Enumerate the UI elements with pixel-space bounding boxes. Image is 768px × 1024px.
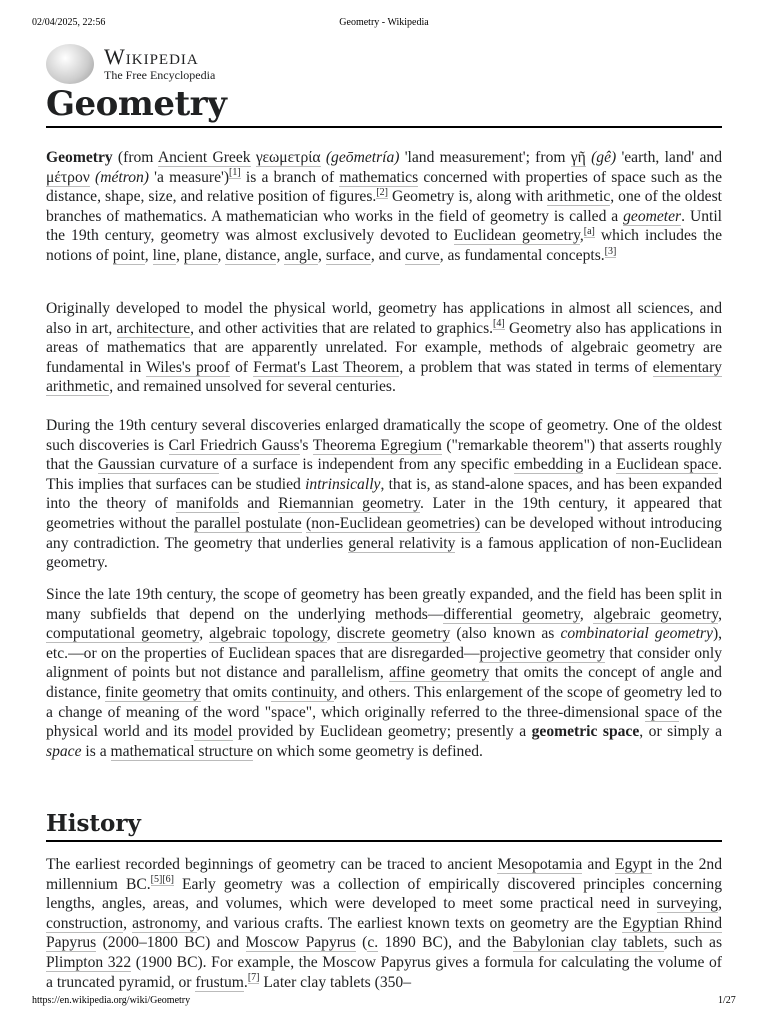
text: (geōmetría) [325, 149, 400, 166]
text: , that is, as stand-alone spaces, and has been expanded into the theory of [46, 475, 722, 513]
article-link[interactable]: arithmetic [547, 188, 611, 206]
article-link[interactable]: algebraic geometry [593, 605, 719, 623]
article-link[interactable]: general relativity [348, 534, 456, 552]
text: , [144, 246, 153, 264]
article-link[interactable]: algebraic topology [209, 625, 327, 643]
article-link[interactable]: surface [325, 246, 371, 264]
paragraph [46, 148, 722, 266]
text: which includes the notions of [46, 227, 722, 264]
text: , such as [663, 934, 723, 952]
text: , one of the oldest branches of mathematics. A mathematician who works in the field of geometry is called a [46, 188, 722, 225]
article-link[interactable]: mathematics [339, 168, 419, 186]
article-link[interactable]: curve [405, 246, 440, 264]
paragraph [46, 299, 722, 397]
text: of the physical world and its [46, 703, 722, 741]
text: (from [112, 149, 158, 166]
article-link[interactable]: differential geometry [443, 605, 580, 623]
article-link[interactable]: Gaussian curvature [97, 456, 219, 474]
wikipedia-globe-icon [46, 44, 94, 84]
text: During the 19th century several discoveries enlarged dramatically the scope of geometry. One of the oldest such discoveries is [46, 417, 722, 454]
article-link[interactable]: plane [183, 246, 218, 264]
text: , [123, 914, 133, 932]
article-link[interactable]: manifolds [176, 495, 239, 513]
paragraph [46, 416, 722, 573]
article-link[interactable]: Mesopotamia [497, 856, 583, 873]
text: , as fundamental concepts. [439, 246, 605, 264]
text: Later clay tablets (350– [259, 973, 412, 991]
text: Geometry [46, 149, 113, 166]
wikipedia-logo[interactable] [46, 44, 215, 84]
text: 'a measure') [148, 168, 230, 186]
article-link[interactable]: Egypt [614, 856, 653, 873]
article-link[interactable]: geometer [623, 207, 682, 225]
article-link[interactable]: Egyptian Rhind Papyrus [46, 914, 722, 952]
article-link[interactable]: projective geometry [479, 644, 606, 662]
text: is a famous application of non-Euclidean geometry. [46, 534, 722, 572]
article-link[interactable]: embedding [513, 456, 584, 474]
article-link[interactable]: c. [367, 934, 379, 952]
article-link[interactable]: parallel postulate [194, 514, 302, 532]
text: and [238, 495, 279, 513]
text: , or simply a [639, 723, 723, 741]
article-link[interactable]: Fermat's Last Theorem [253, 358, 400, 376]
text: of a surface is independent from any specific [218, 456, 514, 474]
article-link[interactable]: discrete geometry [336, 625, 451, 643]
article-link[interactable]: mathematical structure [110, 742, 253, 760]
text: in the 2nd millennium BC. [46, 856, 722, 893]
page-title: Geometry [46, 84, 227, 124]
article-link[interactable]: line [152, 246, 176, 264]
text: is a branch of [240, 168, 340, 186]
article-link[interactable]: model [193, 723, 233, 741]
text: . Until the 19th century, geometry was almost exclusively devoted to [46, 207, 722, 245]
text: ), etc.—or on the properties of Euclidean spaces that are disregarded— [46, 625, 723, 662]
text: Since the late 19th century, the scope of geometry has been greatly expanded, and the field has been split in many subfields that depend on the underlying methods— [46, 586, 722, 623]
logo-tagline: The Free Encyclopedia [104, 68, 216, 82]
text: , [175, 246, 184, 264]
text: , and other activities that are related to graphics. [190, 319, 494, 337]
article-link[interactable]: Plimpton 322 [46, 953, 132, 971]
article-link[interactable]: frustum [195, 973, 244, 991]
text: . This implies that surfaces can be studied [46, 456, 723, 493]
citation-link[interactable]: [2] [376, 187, 388, 198]
text: is a [81, 742, 111, 760]
text: . Later in the 19th century, it appeared that geometries without the [46, 495, 722, 532]
article-link[interactable]: γεωμετρία [255, 149, 321, 166]
text: 'earth, land' and [616, 149, 723, 166]
article-link[interactable]: Carl Friedrich Gauss [168, 436, 300, 454]
article-link[interactable]: Ancient Greek [157, 149, 251, 166]
logo-wordmark: Wikipedia [104, 44, 199, 69]
text: in a [583, 456, 617, 474]
citation-link[interactable]: [a] [583, 226, 595, 238]
paragraph [46, 855, 722, 992]
text: space [46, 742, 82, 760]
citation-link[interactable]: [5][6] [150, 874, 174, 886]
text: (1900 BC). For example, the Moscow Papyrus gives a formula for calculating the volume of a truncated pyramid, or [46, 953, 722, 991]
text: Geometry also has applications in areas of mathematics that are apparently unrelated. For example, methods of algebraic geometry are fundamental in [46, 319, 723, 376]
print-date: 02/04/2025, 22:56 [32, 17, 106, 28]
article-link[interactable]: construction [46, 914, 124, 932]
article-link[interactable]: Theorema Egregium [312, 436, 442, 454]
citation-link[interactable]: [3] [604, 245, 617, 257]
article-link[interactable]: Euclidean space [616, 456, 719, 474]
text: 's [299, 436, 313, 454]
text: Early geometry was a collection of empirically discovered principles concerning lengths, angles, areas, and volumes, which were developed to meet some practical need in [46, 875, 723, 913]
article-link[interactable]: Wiles's proof [146, 358, 230, 376]
print-page-number: 1/27 [718, 995, 736, 1006]
article-link[interactable]: astronomy [132, 914, 197, 932]
print-url: https://en.wikipedia.org/wiki/Geometry [32, 995, 191, 1006]
article-link[interactable]: Euclidean geometry [453, 227, 580, 245]
text: . [243, 973, 248, 991]
citation-link[interactable]: [1] [229, 167, 241, 179]
text: combinatorial geometry [560, 625, 713, 643]
article-link[interactable]: architecture [116, 319, 191, 337]
text: , [199, 625, 210, 643]
text: that consider only alignment of points but not distance and parallelism, [46, 644, 722, 682]
text: , [579, 227, 584, 245]
section-heading-history: History [46, 810, 141, 837]
text: 1890 BC), and the [378, 934, 513, 952]
text: (gê) [591, 149, 617, 166]
paragraph [46, 585, 722, 761]
text: , and various crafts. The earliest known texts on geometry are the [196, 914, 623, 932]
article-link[interactable]: Moscow Papyrus [245, 934, 356, 952]
article-link[interactable]: distance [225, 246, 277, 264]
text: geometric space [531, 723, 640, 741]
text: , [579, 605, 594, 623]
text: , [718, 895, 722, 913]
text: , [718, 605, 723, 623]
text: , [326, 625, 337, 643]
text: Geometry is, along with [387, 188, 548, 206]
article-link[interactable]: surveying [656, 895, 719, 913]
article-link[interactable]: space [644, 703, 680, 721]
article-link[interactable]: μέτρον [46, 168, 90, 186]
article-link[interactable]: angle [284, 246, 319, 264]
text: concerned with properties of space such as the distance, shape, size, and relative position of figures. [46, 168, 723, 206]
text: , [217, 246, 226, 264]
text: , and [370, 246, 406, 264]
text: 'land measurement'; from [399, 149, 571, 166]
article-link[interactable]: Riemannian geometry [278, 495, 421, 513]
text: , a problem that was stated in terms of [399, 358, 653, 376]
text: , and others. This enlargement of the scope of geometry led to a change of meaning of the word "space", which originally referred to the three-dimensional [46, 683, 722, 721]
text: (2000–1800 BC) and [96, 934, 246, 952]
article-link[interactable]: Babylonian clay tablets [512, 934, 664, 952]
citation-link[interactable]: [4] [493, 318, 505, 330]
text: ("remarkable theorem") that asserts roughly that the [46, 436, 722, 474]
text: on which some geometry is defined. [253, 742, 483, 760]
article-link[interactable]: finite geometry [105, 683, 201, 701]
text: provided by Euclidean geometry; presently a [232, 723, 532, 741]
text: The earliest recorded beginnings of geometry can be traced to ancient [46, 856, 498, 873]
print-title: Geometry - Wikipedia [339, 17, 429, 28]
text: (also known as [450, 625, 561, 643]
text: , [276, 246, 285, 264]
text: (métron) [95, 168, 149, 186]
text: and [582, 856, 615, 873]
article-link[interactable]: continuity [271, 683, 334, 701]
article-link[interactable]: point [112, 246, 145, 264]
title-divider [46, 126, 722, 128]
section-divider [46, 840, 722, 842]
text: that omits the concept of angle and distance, [46, 664, 722, 701]
article-link[interactable]: (non-Euclidean geometries) [306, 514, 481, 532]
text: Originally developed to model the physical world, geometry has applications in almost all sciences, and also in art, [46, 300, 722, 337]
citation-link[interactable]: [7] [247, 972, 260, 984]
article-link[interactable]: affine geometry [389, 664, 490, 682]
text: , and remained unsolved for several centuries. [109, 378, 396, 396]
text: ( [355, 934, 368, 952]
text: , [318, 246, 326, 264]
text: that omits [201, 683, 272, 701]
text: intrinsically [305, 475, 381, 493]
article-link[interactable]: γῆ [570, 149, 586, 166]
text: can be developed without introducing any contradiction. The geometry that underlies [46, 514, 722, 552]
article-link[interactable]: elementary arithmetic [46, 358, 722, 396]
article-link[interactable]: computational geometry [46, 625, 200, 643]
text: of [229, 358, 254, 376]
